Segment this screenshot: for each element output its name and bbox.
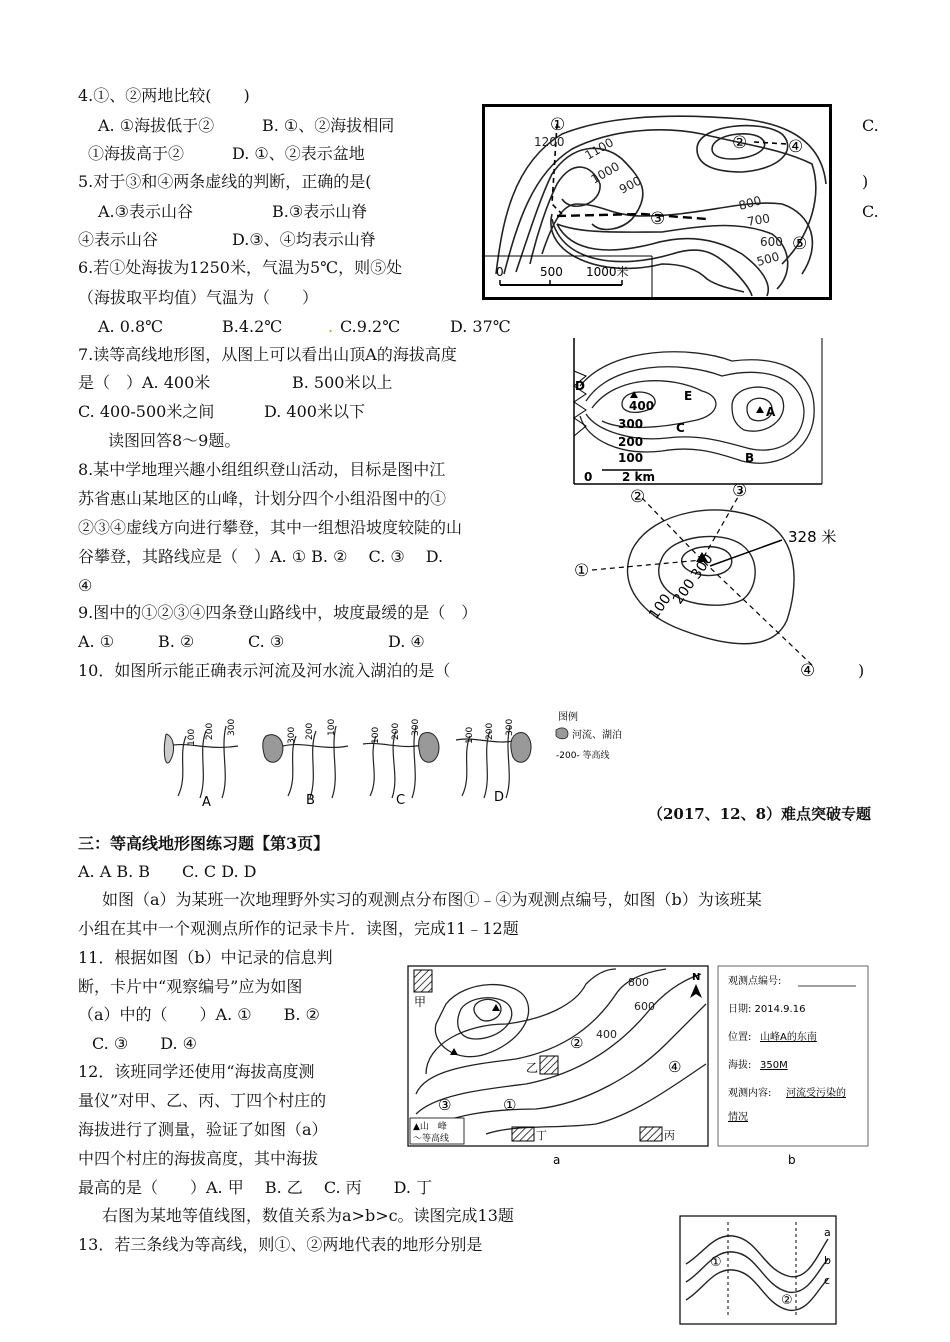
river-options-figure: [158, 706, 638, 810]
fig2-label-400: 400: [629, 399, 655, 413]
q8-line5: ④: [78, 576, 93, 595]
q6-option-a: A. 0.8℃: [98, 317, 164, 336]
card-caption: b: [788, 1153, 796, 1167]
option-a-contour-300: 300: [227, 718, 237, 736]
fig5-contour-800: 800: [628, 976, 649, 989]
fig1-label-900: 900: [616, 173, 644, 197]
fig6-line-b: b: [824, 1254, 831, 1267]
observation-map-figure-a: [406, 964, 712, 1170]
q6-option-c: C.9.2℃: [340, 317, 401, 336]
q9-option-b: B. ②: [158, 632, 195, 651]
fig5-north-label: N: [692, 972, 701, 983]
fig2-letter-c: C: [676, 421, 685, 435]
river-option-c: [363, 719, 439, 798]
option-d-contour-100: 100: [465, 726, 475, 744]
q7-stem: 7.读等高线地形图，从图上可以看出山顶A的海拔高度: [78, 345, 457, 364]
q9-stem: 9.图中的①②③④四条登山路线中，坡度最缓的是（ ）: [78, 603, 478, 622]
fig1-point-4: ④: [788, 137, 804, 157]
section-title: 三：等高线地形图练习题【第3页】: [78, 834, 330, 853]
q4-option-a: A. ①海拔低于②: [98, 116, 215, 135]
card-field-position-value: 山峰A的东南: [760, 1032, 817, 1043]
q4-stem: 4.①、②两地比较( ): [78, 86, 250, 105]
fig1-label-1000: 1000: [588, 159, 622, 187]
q5-option-b: B.③表示山脊: [272, 202, 368, 221]
fig5-contour-400: 400: [596, 1028, 617, 1041]
fig2-letter-b: B: [745, 451, 755, 465]
card-field-id: 观测点编号:: [728, 976, 782, 987]
fig1-point-2: ②: [732, 133, 748, 153]
q11-intro-line1: 如图（a）为某班一次地理野外实习的观测点分布图①﹣④为观测点编号，如图（b）为该班某: [102, 890, 762, 909]
q5-stem-end: ): [862, 172, 869, 191]
q9-option-a: A. ①: [78, 632, 115, 651]
q12-line2: 量仪”对甲、乙、丙、丁四个村庄的: [78, 1091, 327, 1110]
fig1-scale-0: 0: [496, 265, 504, 279]
q12-line4: 中四个村庄的海拔高度，其中海拔: [78, 1149, 319, 1168]
fig3-contour-100: 100: [646, 591, 675, 623]
fig5-legend-contour: ～等高线: [413, 1134, 450, 1144]
fig3-contour-300: 300: [688, 551, 717, 583]
fig5-village-jia: 甲: [414, 995, 427, 1009]
q6-option-d: D. 37℃: [450, 317, 511, 336]
q6-dot: .: [328, 317, 334, 336]
q11-intro-line2: 小组在其中一个观测点所作的记录卡片．读图，完成11﹣12题: [78, 919, 519, 938]
option-a-contour-200: 200: [205, 722, 215, 740]
fig5-contour-600: 600: [634, 1000, 655, 1013]
q4-option-d: D. ①、②表示盆地: [232, 144, 365, 163]
q7-option-d: D. 400米以下: [264, 402, 365, 421]
card-field-position-key: 位置:: [728, 1032, 752, 1043]
legend-lake-icon: [556, 728, 568, 739]
card-field-content-key: 观测内容:: [728, 1088, 772, 1099]
fig3-route-3: ③: [732, 481, 748, 501]
fig1-label-600: 600: [760, 235, 783, 249]
card-field-date: 日期: 2014.9.16: [728, 1004, 806, 1015]
river-option-a: [164, 719, 238, 798]
fig5-village-yi: 乙: [526, 1061, 539, 1075]
fig5-legend-peak: ▲山 峰: [413, 1122, 447, 1132]
q6-option-b: B.4.2℃: [222, 317, 283, 336]
card-field-content-value: 河流受污染的: [786, 1088, 846, 1099]
fig3-peak-label: 328 米: [788, 528, 837, 546]
card-field-altitude-value: 350M: [760, 1060, 788, 1071]
q12-line3: 海拔进行了测量，验证了如图（a）: [78, 1120, 328, 1139]
fig1-label-800: 800: [737, 193, 763, 213]
q7-option-c: C. 400-500米之间: [78, 402, 215, 421]
fig5-village-bing: 丙: [664, 1129, 675, 1142]
q11-line3: （a）中的（ ）A. ① B. ②: [78, 1005, 320, 1024]
option-b-label: B: [306, 793, 315, 808]
fig2-letter-a: A: [766, 405, 776, 419]
q8-line1: 8.某中学地理兴趣小组组织登山活动，目标是图中江: [78, 460, 446, 479]
contour-map-figure-1: [482, 104, 832, 300]
fig2-letter-d: D: [575, 379, 585, 393]
fig3-route-1: ①: [574, 561, 590, 581]
fig1-label-1100: 1100: [582, 135, 616, 163]
fig1-point-5: ⑤: [792, 234, 808, 254]
q4-option-c-text: ①海拔高于②: [88, 144, 185, 163]
option-d-label: D: [494, 790, 505, 805]
q10-stem: 10．如图所示能正确表示河流及河水流入湖泊的是（: [78, 661, 451, 680]
option-c-label: C: [396, 793, 406, 808]
fig2-label-100: 100: [618, 451, 644, 465]
q5-option-c-text: ④表示山谷: [78, 230, 159, 249]
q7-line2-b: B. 500米以上: [292, 373, 393, 392]
option-b-contour-100: 100: [327, 718, 337, 736]
fig4-legend-title: 图例: [558, 712, 578, 723]
fig1-point-1: ①: [550, 115, 566, 135]
option-a-contour-100: 100: [187, 728, 197, 746]
q4-option-b: B. ①、②海拔相同: [262, 116, 395, 135]
fig1-label-1200: 1200: [534, 135, 565, 149]
fig3-route-2: ②: [630, 487, 646, 507]
option-b-contour-300: 300: [287, 726, 297, 744]
fig3-contour-200: 200: [670, 576, 699, 608]
fig1-point-3: ③: [650, 209, 666, 229]
q11-line2: 断，卡片中“观察编号”应为如图: [78, 977, 303, 996]
q6-stem-2: （海拔取平均值）气温为（ ）: [78, 288, 319, 307]
fig6-line-c: c: [824, 1274, 831, 1287]
q5-stem: 5.对于③和④两条虚线的判断，正确的是(: [78, 172, 372, 191]
fig2-letter-e: E: [684, 389, 693, 403]
fig2-scale-0: 0: [584, 470, 593, 484]
record-card-figure-b: [716, 964, 876, 1170]
q8-line2: 苏省惠山某地区的山峰，计划分四个小组沿图中的①: [78, 489, 447, 508]
q7-line2-a: 是（ ）A. 400米: [78, 373, 211, 392]
q5-option-c-label: C.: [862, 202, 879, 221]
option-c-contour-100: 100: [371, 726, 381, 744]
q11-line1: 11．根据如图（b）中记录的信息判: [78, 948, 333, 967]
q10-answer-options: A. A B. B C. C D. D: [78, 862, 257, 881]
isoline-figure: [678, 1214, 840, 1326]
fig4-legend-contour: -200- 等高线: [556, 751, 610, 761]
q9-option-d: D. ④: [388, 632, 425, 651]
fig5-caption: a: [553, 1153, 561, 1167]
fig1-scale-500: 500: [540, 265, 563, 279]
fig1-label-500: 500: [755, 249, 781, 269]
card-field-altitude-key: 海拔:: [728, 1060, 752, 1071]
q8-intro: 读图回答8～9题。: [108, 431, 241, 450]
fig1-label-700: 700: [746, 211, 772, 229]
q5-option-a: A.③表示山谷: [98, 202, 193, 221]
q10-stem-end: ): [858, 661, 865, 680]
fig2-scale-2km: 2 km: [622, 470, 656, 484]
option-c-contour-300: 300: [411, 718, 421, 736]
fig5-point-4: ④: [668, 1058, 682, 1076]
q13-stem: 13．若三条线为等高线，则①、②两地代表的地形分别是: [78, 1235, 483, 1254]
fig6-line-a: a: [824, 1226, 831, 1239]
option-a-label: A: [202, 795, 211, 810]
isoline-figure-frame: [680, 1216, 836, 1324]
option-d-contour-200: 200: [485, 722, 495, 740]
option-b-contour-200: 200: [305, 722, 315, 740]
fig5-point-1: ①: [503, 1096, 517, 1114]
q8-line3: ②③④虚线方向进行攀登，其中一组想沿坡度较陡的山: [78, 518, 463, 537]
header-date-topic: （2017、12、8）难点突破专题: [648, 805, 872, 823]
fig5-village-ding: 丁: [536, 1129, 547, 1142]
q12-line5: 最高的是（ ）A. 甲 B. 乙 C. 丙 D. 丁: [78, 1178, 433, 1197]
river-option-b: [263, 719, 348, 798]
card-field-content-value-2: 情况: [728, 1112, 748, 1123]
option-d-contour-300: 300: [505, 718, 515, 736]
q4-option-c-label: C.: [862, 116, 879, 135]
q13-intro: 右图为某地等值线图，数值关系为a>b>c。读图完成13题: [102, 1206, 514, 1225]
q6-stem: 6.若①处海拔为1250米，气温为5℃，则⑤处: [78, 258, 403, 277]
fig4-legend-lake: 河流、湖泊: [572, 730, 622, 741]
q9-option-c: C. ③: [248, 632, 285, 651]
fig2-label-300: 300: [618, 417, 644, 431]
contour-map-figure-3: [572, 480, 872, 680]
fig6-point-2: ②: [781, 1293, 793, 1308]
q5-option-d: D.③、④均表示山脊: [232, 230, 376, 249]
fig2-label-200: 200: [618, 435, 644, 449]
fig5-point-2: ②: [570, 1034, 584, 1052]
q12-line1: 12．该班同学还使用“海拔高度测: [78, 1062, 315, 1081]
fig1-scale-1000: 1000米: [586, 265, 629, 279]
river-option-d: [456, 719, 531, 798]
option-c-contour-200: 200: [391, 722, 401, 740]
fig6-point-1: ①: [710, 1255, 722, 1270]
q8-line4: 谷攀登，其路线应是（ ）A. ① B. ② C. ③ D.: [78, 547, 444, 566]
fig3-route-4: ④: [800, 661, 816, 680]
q11-line4: C. ③ D. ④: [92, 1034, 197, 1053]
contour-map-figure-2: [572, 336, 824, 486]
fig5-point-3: ③: [438, 1096, 452, 1114]
